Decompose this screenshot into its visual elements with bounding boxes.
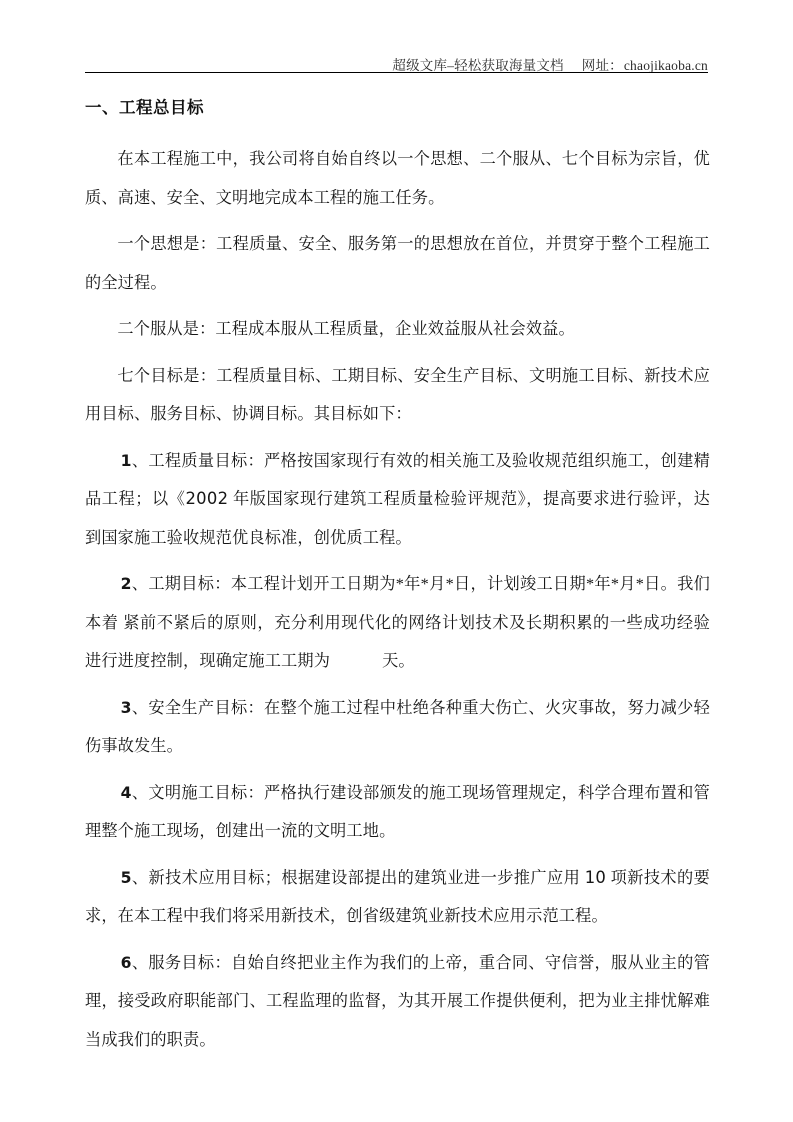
header-content — [392, 54, 708, 74]
goal-item-number: 3 — [120, 698, 132, 717]
page-title: 一、工程总目标 — [85, 98, 204, 117]
page-header — [85, 48, 708, 74]
goal-item-text: 服务目标：自始自终把业主作为我们的上帝，重合同、守信誉，服从业主的管理，接受政府职能部门、工程监理的监督，为其开展工作提供便利，把为业主排忧解难当成我们的职责。 — [85, 953, 710, 1049]
header-divider-rule — [85, 72, 708, 73]
goal-item-inline-number: 2002 — [185, 489, 229, 508]
paragraph-two-obediences: 二个服从是：工程成本服从工程质量，企业效益服从社会效益。 — [117, 320, 575, 338]
goal-item-text-continued: 年版国家现行建筑工程质量检验评规范》，提高要求进行验评，达到国家施工验收规范优良标准，创优质工程。 — [85, 490, 710, 547]
header-url-value: chaojikaoba.cn — [623, 58, 708, 73]
goal-item-text: 文明施工目标：严格执行建设部颁发的施工现场管理规定，科学合理布置和管理整个施工现场，创建出一流的文明工地。 — [85, 783, 710, 840]
goal-item-text: 工程质量目标：严格按国家现行有效的相关施工及验收规范组织施工，创建精品工程；以《 — [85, 451, 710, 508]
goal-item-inline-number: 10 — [584, 867, 607, 887]
paragraph-one-thought: 一个思想是：工程质量、安全、服务第一的思想放在首位，并贯穿于整个工程施工的全过程。 — [85, 235, 710, 292]
goal-item-separator: 、 — [131, 451, 149, 470]
goal-item-1 — [85, 442, 710, 558]
goal-item-2 — [85, 565, 710, 681]
goal-item-text: 安全生产目标：在整个施工过程中杜绝各种重大伤亡、火灾事故，努力减少轻伤事故发生。 — [85, 698, 710, 755]
header-site-name: 超级文库–轻松获取海量文档 — [392, 58, 564, 73]
goal-item-number: 5 — [120, 868, 132, 887]
goal-item-5 — [85, 859, 710, 936]
goal-item-separator: 、 — [131, 698, 149, 717]
paragraph-intro: 在本工程施工中，我公司将自始自终以一个思想、二个服从、七个目标为宗旨，优质、高速、安全、文明地完成本工程的施工任务。 — [85, 150, 710, 207]
document-body — [85, 94, 710, 1067]
goal-item-text: 工期目标：本工程计划开工日期为*年*月*日，计划竣工日期*年*月*日。我们本着 紧前不紧后的原则，充分利用现代化的网络计划技术及长期积累的一些成功经验进行进度控制，现确定施工工期为 — [85, 575, 710, 670]
goal-item-number: 2 — [120, 575, 132, 593]
goal-item-separator: 、 — [131, 783, 149, 802]
header-url-label: 网址： — [581, 58, 623, 73]
goal-item-separator: 、 — [131, 575, 149, 593]
goal-item-text: 新技术应用目标；根据建设部提出的建筑业进一步推广应用 — [148, 868, 585, 887]
numbered-goal-list — [85, 442, 710, 1060]
goal-item-number: 4 — [120, 783, 132, 802]
goal-item-separator: 、 — [131, 868, 149, 887]
goal-item-blank-fill — [330, 642, 382, 681]
paragraph-seven-goals: 七个目标是：工程质量目标、工期目标、安全生产目标、文明施工目标、新技术应用目标、服务目标、协调目标。其目标如下： — [85, 366, 710, 423]
header-url-group — [582, 54, 708, 74]
goal-item-3 — [85, 689, 710, 766]
goal-item-text-continued: 项新技术的要求，在本工程中我们将采用新技术，创省级建筑业新技术应用示范工程。 — [85, 868, 710, 925]
goal-item-separator: 、 — [131, 953, 149, 972]
goal-item-number: 1 — [120, 451, 132, 470]
goal-item-6 — [85, 944, 710, 1060]
goal-item-number: 6 — [120, 953, 132, 972]
goal-item-text-continued: 天。 — [382, 652, 415, 670]
goal-item-4 — [85, 774, 710, 851]
